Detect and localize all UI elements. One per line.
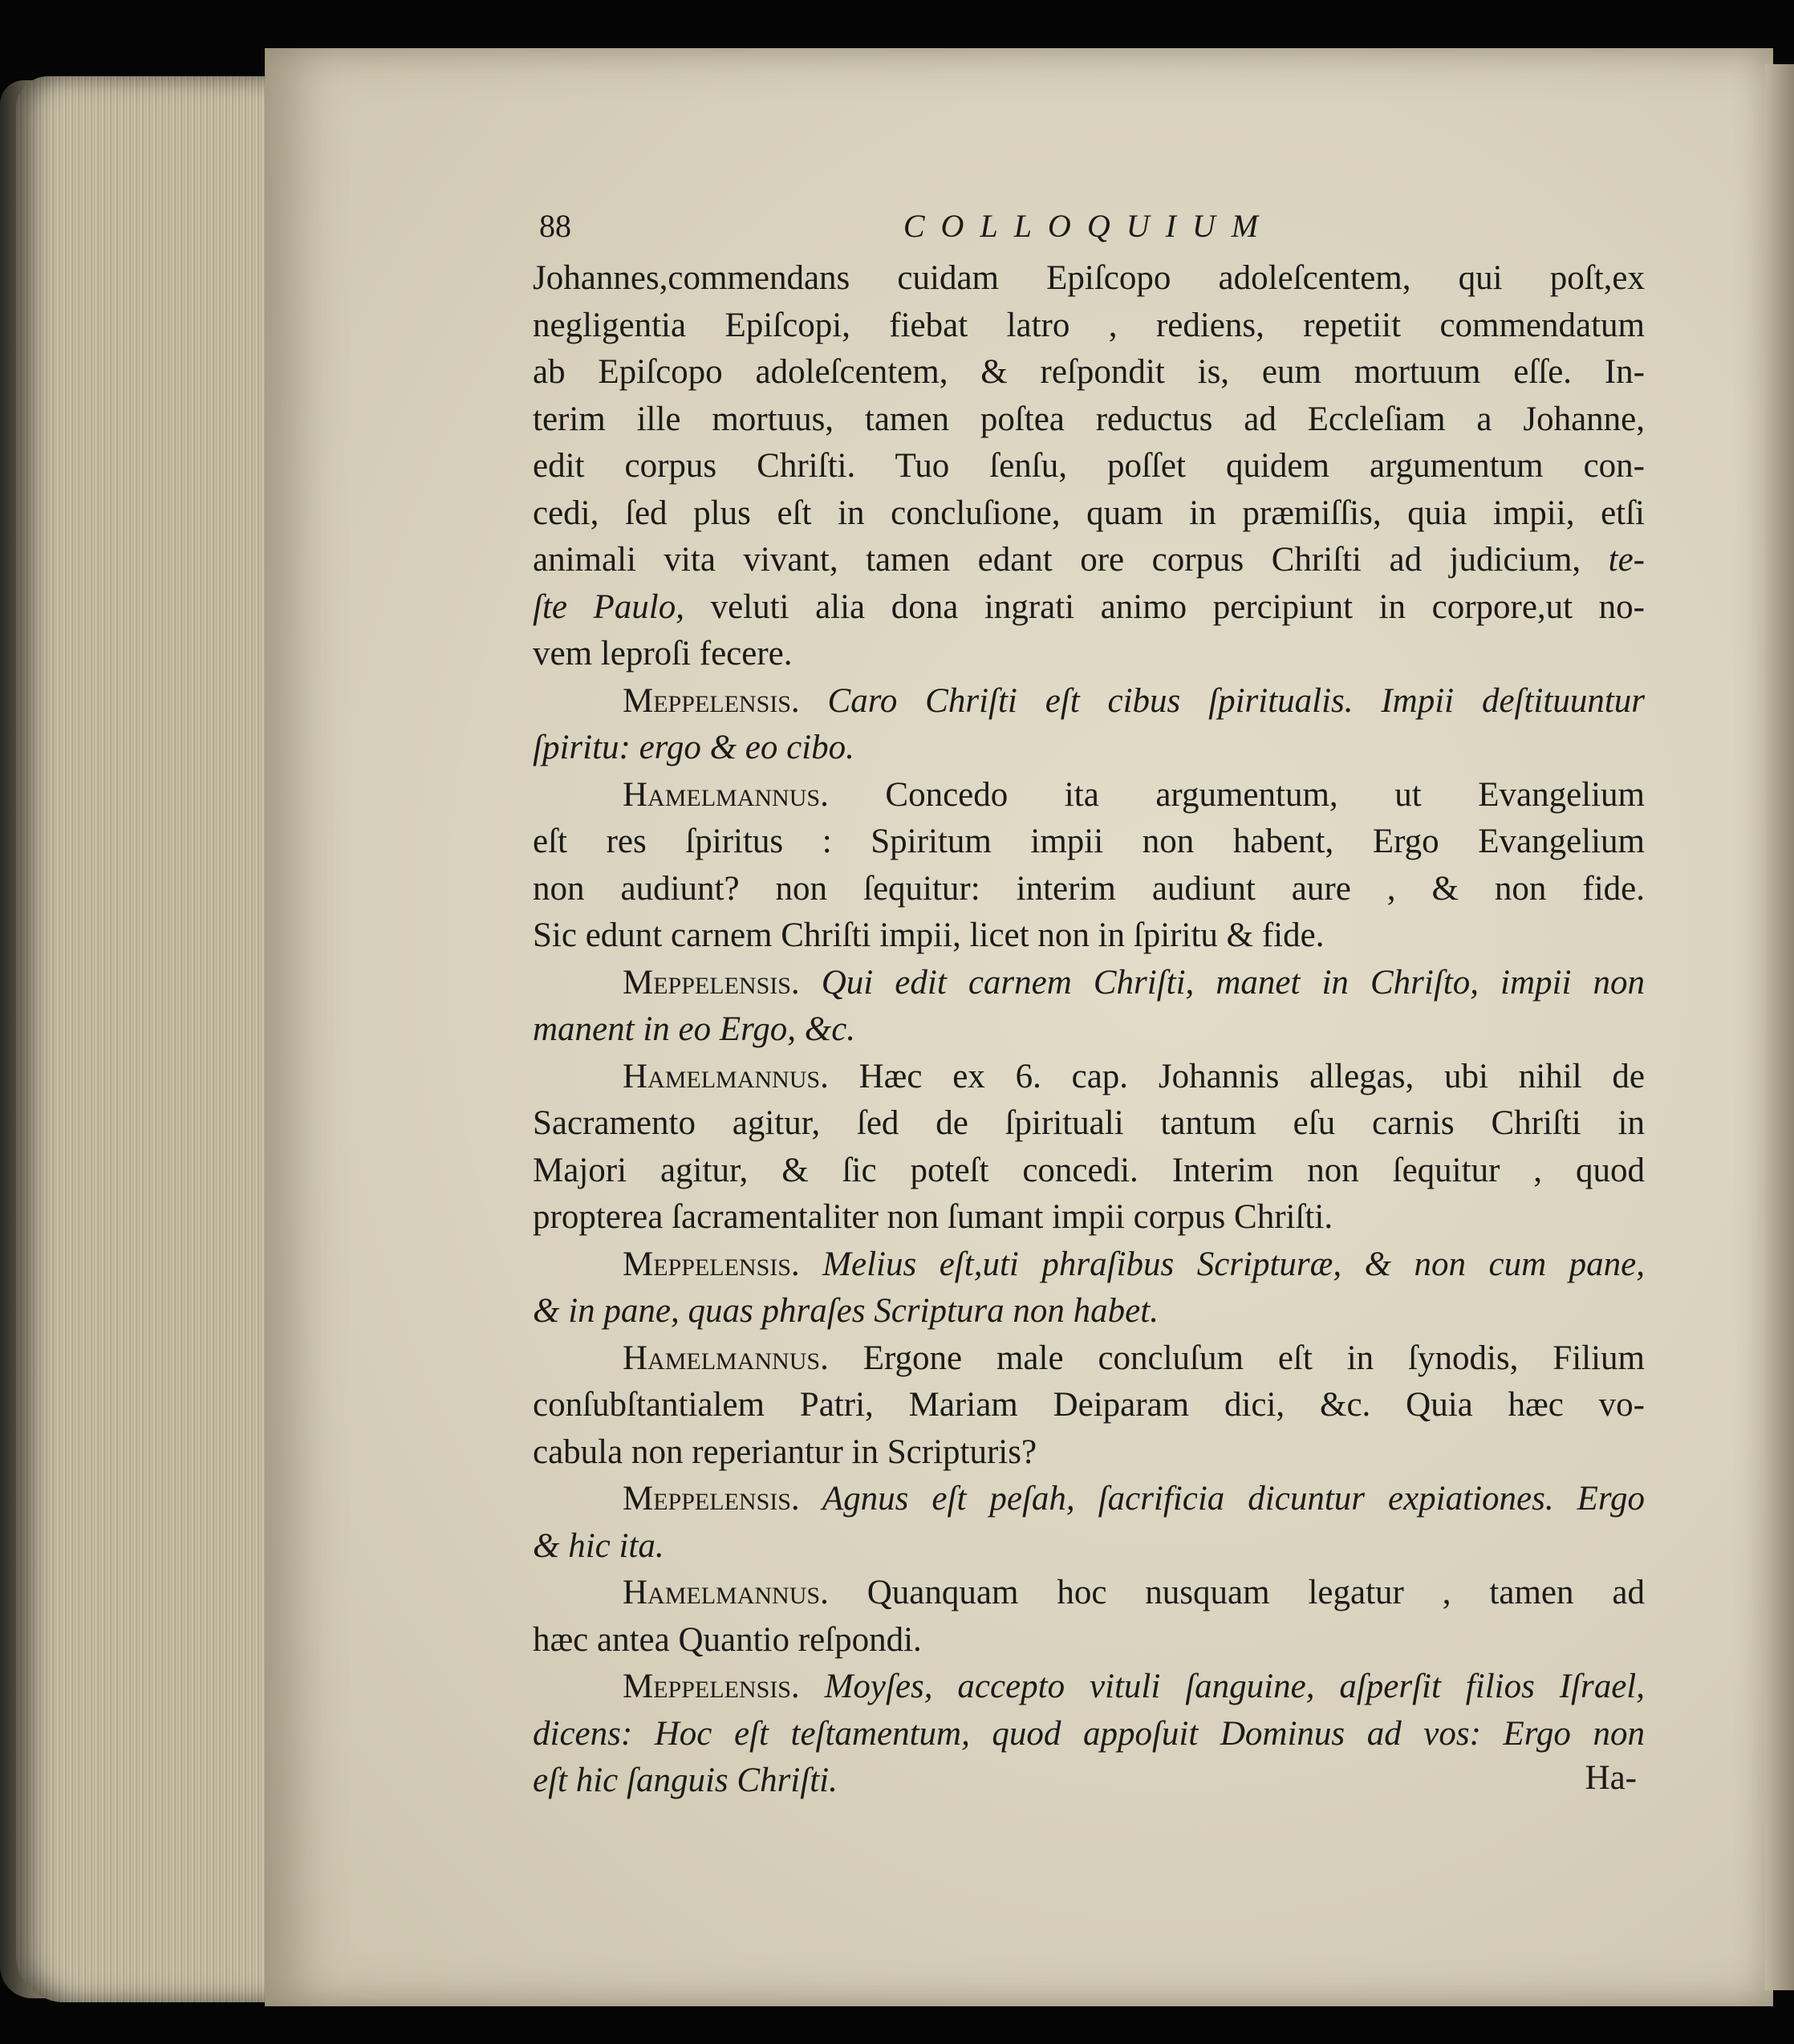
speaker-name: Meppelensis.: [623, 1245, 800, 1283]
line-segment: & hic ita.: [533, 1526, 664, 1565]
speaker-name: Hamelmannus.: [623, 1057, 829, 1095]
line-segment: Melius eſt,uti phraſibus Scripturæ, & non cum pane,: [799, 1245, 1645, 1283]
text-line: [533, 490, 1645, 538]
text-line: [533, 912, 1645, 960]
line-segment: cedi, ſed plus eſt in concluſione, quam in præmiſſis, quia impii, etſi: [533, 494, 1645, 532]
line-segment: Qui edit carnem Chriſti, manet in Chriſto, impii non: [799, 963, 1645, 1002]
line-segment: non audiunt? non ſequitur: interim audiunt aure , & non fide.: [533, 869, 1645, 908]
line-segment: propterea ſacramentaliter non ſumant impii corpus Chriſti.: [533, 1198, 1333, 1236]
line-segment: te-: [1608, 541, 1645, 579]
facing-page-edge: [1765, 64, 1794, 1990]
text-line: [533, 349, 1645, 396]
text-line: [533, 1100, 1645, 1148]
speaker-name: Hamelmannus.: [623, 1339, 829, 1377]
line-segment: Caro Chriſti eſt cibus ſpiritualis. Impii deſtituuntur: [799, 681, 1645, 720]
text-line: [533, 725, 1645, 772]
text-line: [533, 678, 1645, 725]
line-segment: ſte Paulo,: [533, 587, 685, 626]
line-segment: terim ille mortuus, tamen poſtea reductus ad Eccleſiam a Johanne,: [533, 400, 1645, 438]
text-line: [533, 772, 1645, 819]
line-segment: ab Epiſcopo adoleſcentem, & reſpondit is, eum mortuum eſſe. In-: [533, 353, 1645, 391]
page-number: 88: [539, 208, 571, 244]
text-line: [533, 631, 1645, 678]
text-line: [533, 1288, 1645, 1335]
text-line: [533, 1429, 1645, 1477]
text-line: [533, 866, 1645, 913]
text-line: [533, 443, 1645, 490]
text-line: [533, 396, 1645, 444]
text-line: [533, 537, 1645, 584]
text-line: [533, 1617, 1645, 1664]
body-text: [533, 255, 1645, 1805]
text-line: [533, 1335, 1645, 1383]
line-segment: animali vita vivant, tamen edant ore corpus Chriſti ad judicium,: [533, 541, 1609, 579]
line-segment: dicens: Hoc eſt teſtamentum, quod appoſuit Dominus ad vos: Ergo non: [533, 1714, 1645, 1753]
text-line: [533, 1241, 1645, 1289]
text-line: [533, 1523, 1645, 1571]
line-segment: conſubſtantialem Patri, Mariam Deiparam dici, &c. Quia hæc vo-: [533, 1386, 1645, 1424]
line-segment: Sic edunt carnem Chriſti impii, licet non in ſpiritu & fide.: [533, 916, 1325, 954]
running-head: [533, 207, 1645, 255]
line-segment: cabula non reperiantur in Scripturis?: [533, 1432, 1037, 1471]
speaker-name: Meppelensis.: [623, 1668, 800, 1705]
line-segment: eſt hic ſanguis Chriſti.: [533, 1762, 838, 1799]
text-line: [533, 1711, 1645, 1758]
text-block: [533, 207, 1645, 1805]
line-segment: Majori agitur, & ſic poteſt concedi. Interim non ſequitur , quod: [533, 1151, 1645, 1189]
text-line: [533, 1476, 1645, 1523]
line-segment: Concedo ita argumentum, ut Evangelium: [828, 775, 1645, 814]
text-line: [533, 1194, 1645, 1241]
speaker-name: Meppelensis.: [623, 963, 800, 1002]
text-line: [533, 303, 1645, 350]
line-segment: negligentia Epiſcopi, fiebat latro , rediens, repetiit commendatum: [533, 306, 1645, 344]
line-segment: vem leproſi fecere.: [533, 635, 793, 673]
line-segment: veluti alia dona ingrati animo percipiunt in corpore,ut no-: [684, 587, 1645, 626]
line-segment: Agnus eſt peſah, ſacrificia dicuntur expiationes. Ergo: [799, 1480, 1645, 1518]
text-line: [533, 1148, 1645, 1195]
line-segment: & in pane, quas phraſes Scriptura non habet.: [533, 1292, 1159, 1330]
line-segment: ſpiritu: ergo & eo cibo.: [533, 729, 854, 766]
line-segment: eſt res ſpiritus : Spiritum impii non habent, Ergo Evangelium: [533, 823, 1645, 860]
text-line: [533, 1382, 1645, 1429]
line-segment: Sacramento agitur, ſed de ſpirituali tantum eſu carnis Chriſti in: [533, 1104, 1645, 1142]
text-line: [533, 1054, 1645, 1101]
page-edges-stack: [16, 76, 281, 2002]
speaker-name: Hamelmannus.: [623, 775, 829, 814]
text-line: [533, 819, 1645, 866]
text-line: [533, 1006, 1645, 1054]
running-title: COLLOQUIUM: [903, 208, 1275, 244]
catchword: Ha-: [1585, 1758, 1637, 1797]
speaker-name: Hamelmannus.: [623, 1574, 829, 1611]
line-segment: Moyſes, accepto vituli ſanguine, aſperſit filios Iſrael,: [799, 1668, 1645, 1705]
line-segment: hæc antea Quantio reſpondi.: [533, 1620, 922, 1659]
speaker-name: Meppelensis.: [623, 681, 800, 720]
line-segment: Johannes,commendans cuidam Epiſcopo adoleſcentem, qui poſt,ex: [533, 259, 1645, 297]
line-segment: edit corpus Chriſti. Tuo ſenſu, poſſet quidem argumentum con-: [533, 447, 1645, 485]
line-segment: manent in eo Ergo, &c.: [533, 1010, 856, 1048]
text-line: [533, 255, 1645, 303]
text-line: [533, 1664, 1645, 1711]
line-segment: Ergone male concluſum eſt in ſynodis, Filium: [828, 1339, 1645, 1377]
text-line: [533, 584, 1645, 632]
speaker-name: Meppelensis.: [623, 1480, 800, 1518]
line-segment: Quanquam hoc nusquam legatur , tamen ad: [828, 1574, 1645, 1611]
text-line: [533, 960, 1645, 1007]
text-line: [533, 1758, 1645, 1805]
line-segment: Hæc ex 6. cap. Johannis allegas, ubi nihil de: [828, 1057, 1645, 1095]
text-line: [533, 1570, 1645, 1617]
